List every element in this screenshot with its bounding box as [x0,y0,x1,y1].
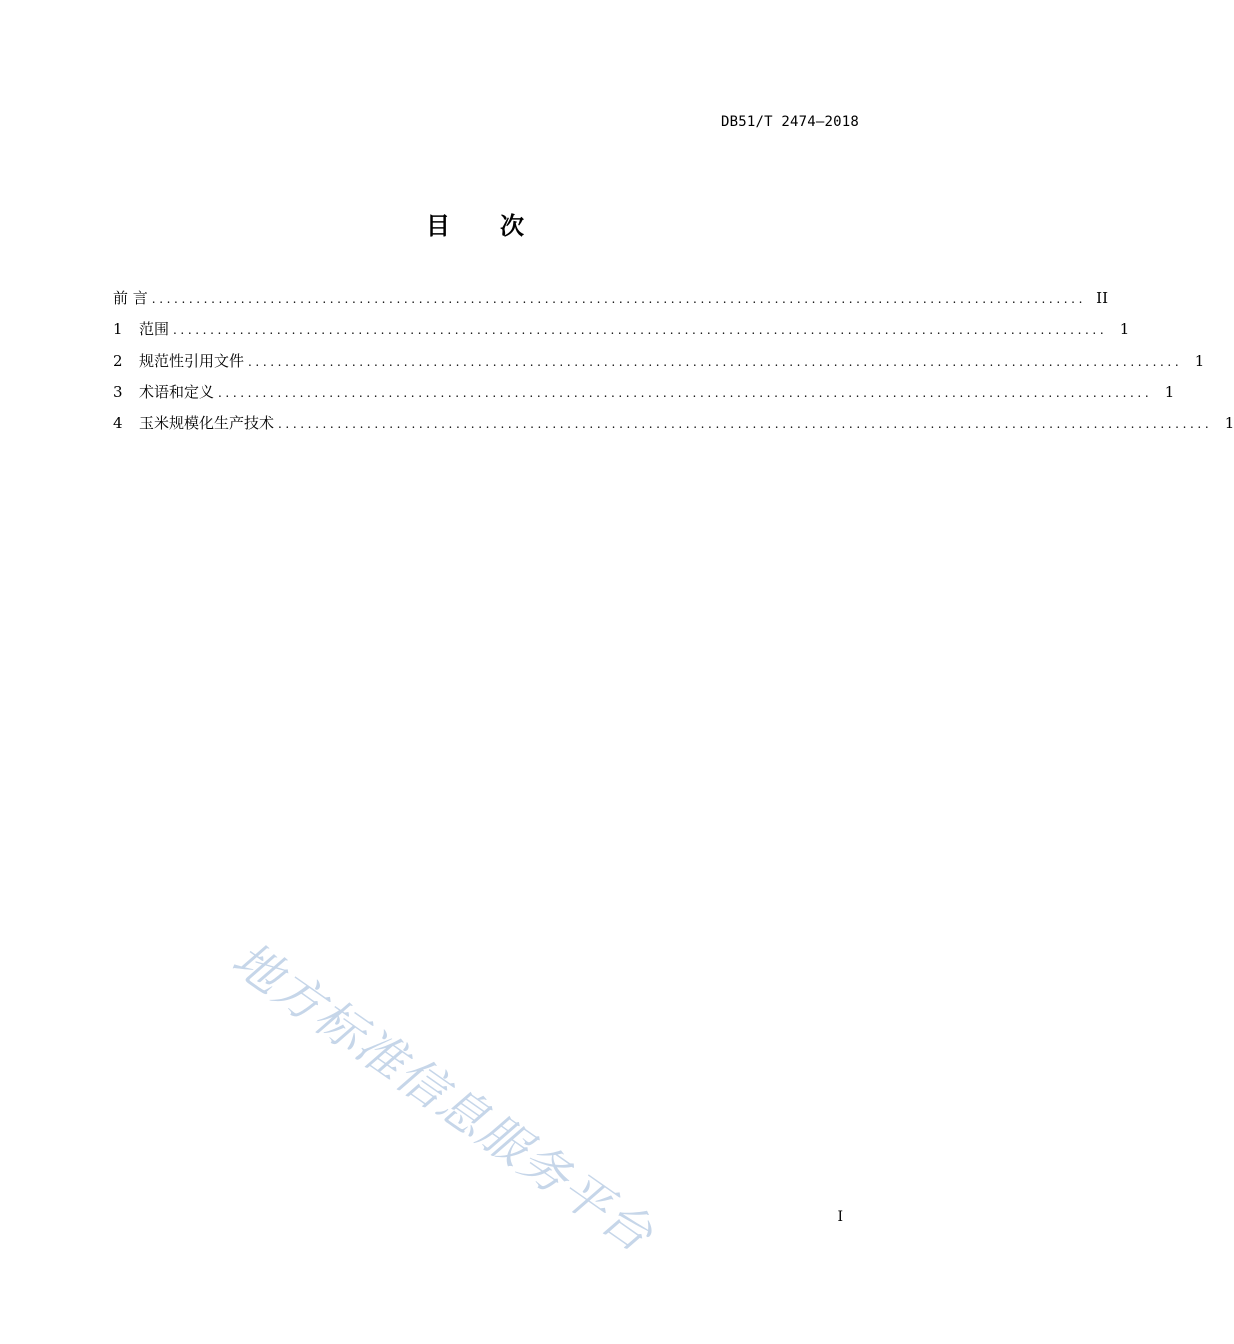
toc-leader-dots: .............................................................................................................................. [248,354,1183,369]
toc-title-char-2: 次 [500,212,524,240]
toc-entry-normative-references[interactable] [113,350,1205,381]
toc-entry-page: II [1096,289,1109,307]
toc-list [113,287,1234,443]
toc-leader-dots: .............................................................................................................................. [151,292,1087,306]
toc-title [0,206,950,241]
toc-entry-foreword[interactable] [113,287,1109,318]
toc-leader-dots: .............................................................................................................................. [173,323,1108,338]
toc-entry-terms-definitions[interactable] [113,381,1175,412]
toc-entry-number: 1 [113,320,123,339]
toc-entry-page: 1 [1224,414,1234,433]
toc-leader-dots: .............................................................................................................................. [278,417,1213,432]
toc-entry-label: 范围 [139,320,170,339]
toc-entry-label: 规范性引用文件 [139,351,245,370]
toc-entry-scope[interactable] [113,318,1130,349]
toc-title-char-1: 目 [426,212,450,240]
watermark: 地方标准信息服务平台 [221,931,664,1264]
toc-entry-page: 1 [1164,382,1175,401]
toc-leader-dots: .............................................................................................................................. [218,385,1153,400]
toc-entry-label: 术语和定义 [139,382,215,401]
toc-entry-number: 4 [113,414,123,433]
toc-entry-number: 3 [113,382,123,401]
toc-entry-label: 前 言 [113,289,148,307]
toc-entry-number: 2 [113,351,123,370]
toc-entry-corn-production-technology[interactable] [113,412,1234,443]
page-number: I [837,1209,843,1225]
toc-entry-page: 1 [1119,320,1130,339]
toc-entry-page: 1 [1194,351,1205,370]
standard-code: DB51/T 2474—2018 [720,114,859,130]
toc-entry-label: 玉米规模化生产技术 [139,414,275,433]
